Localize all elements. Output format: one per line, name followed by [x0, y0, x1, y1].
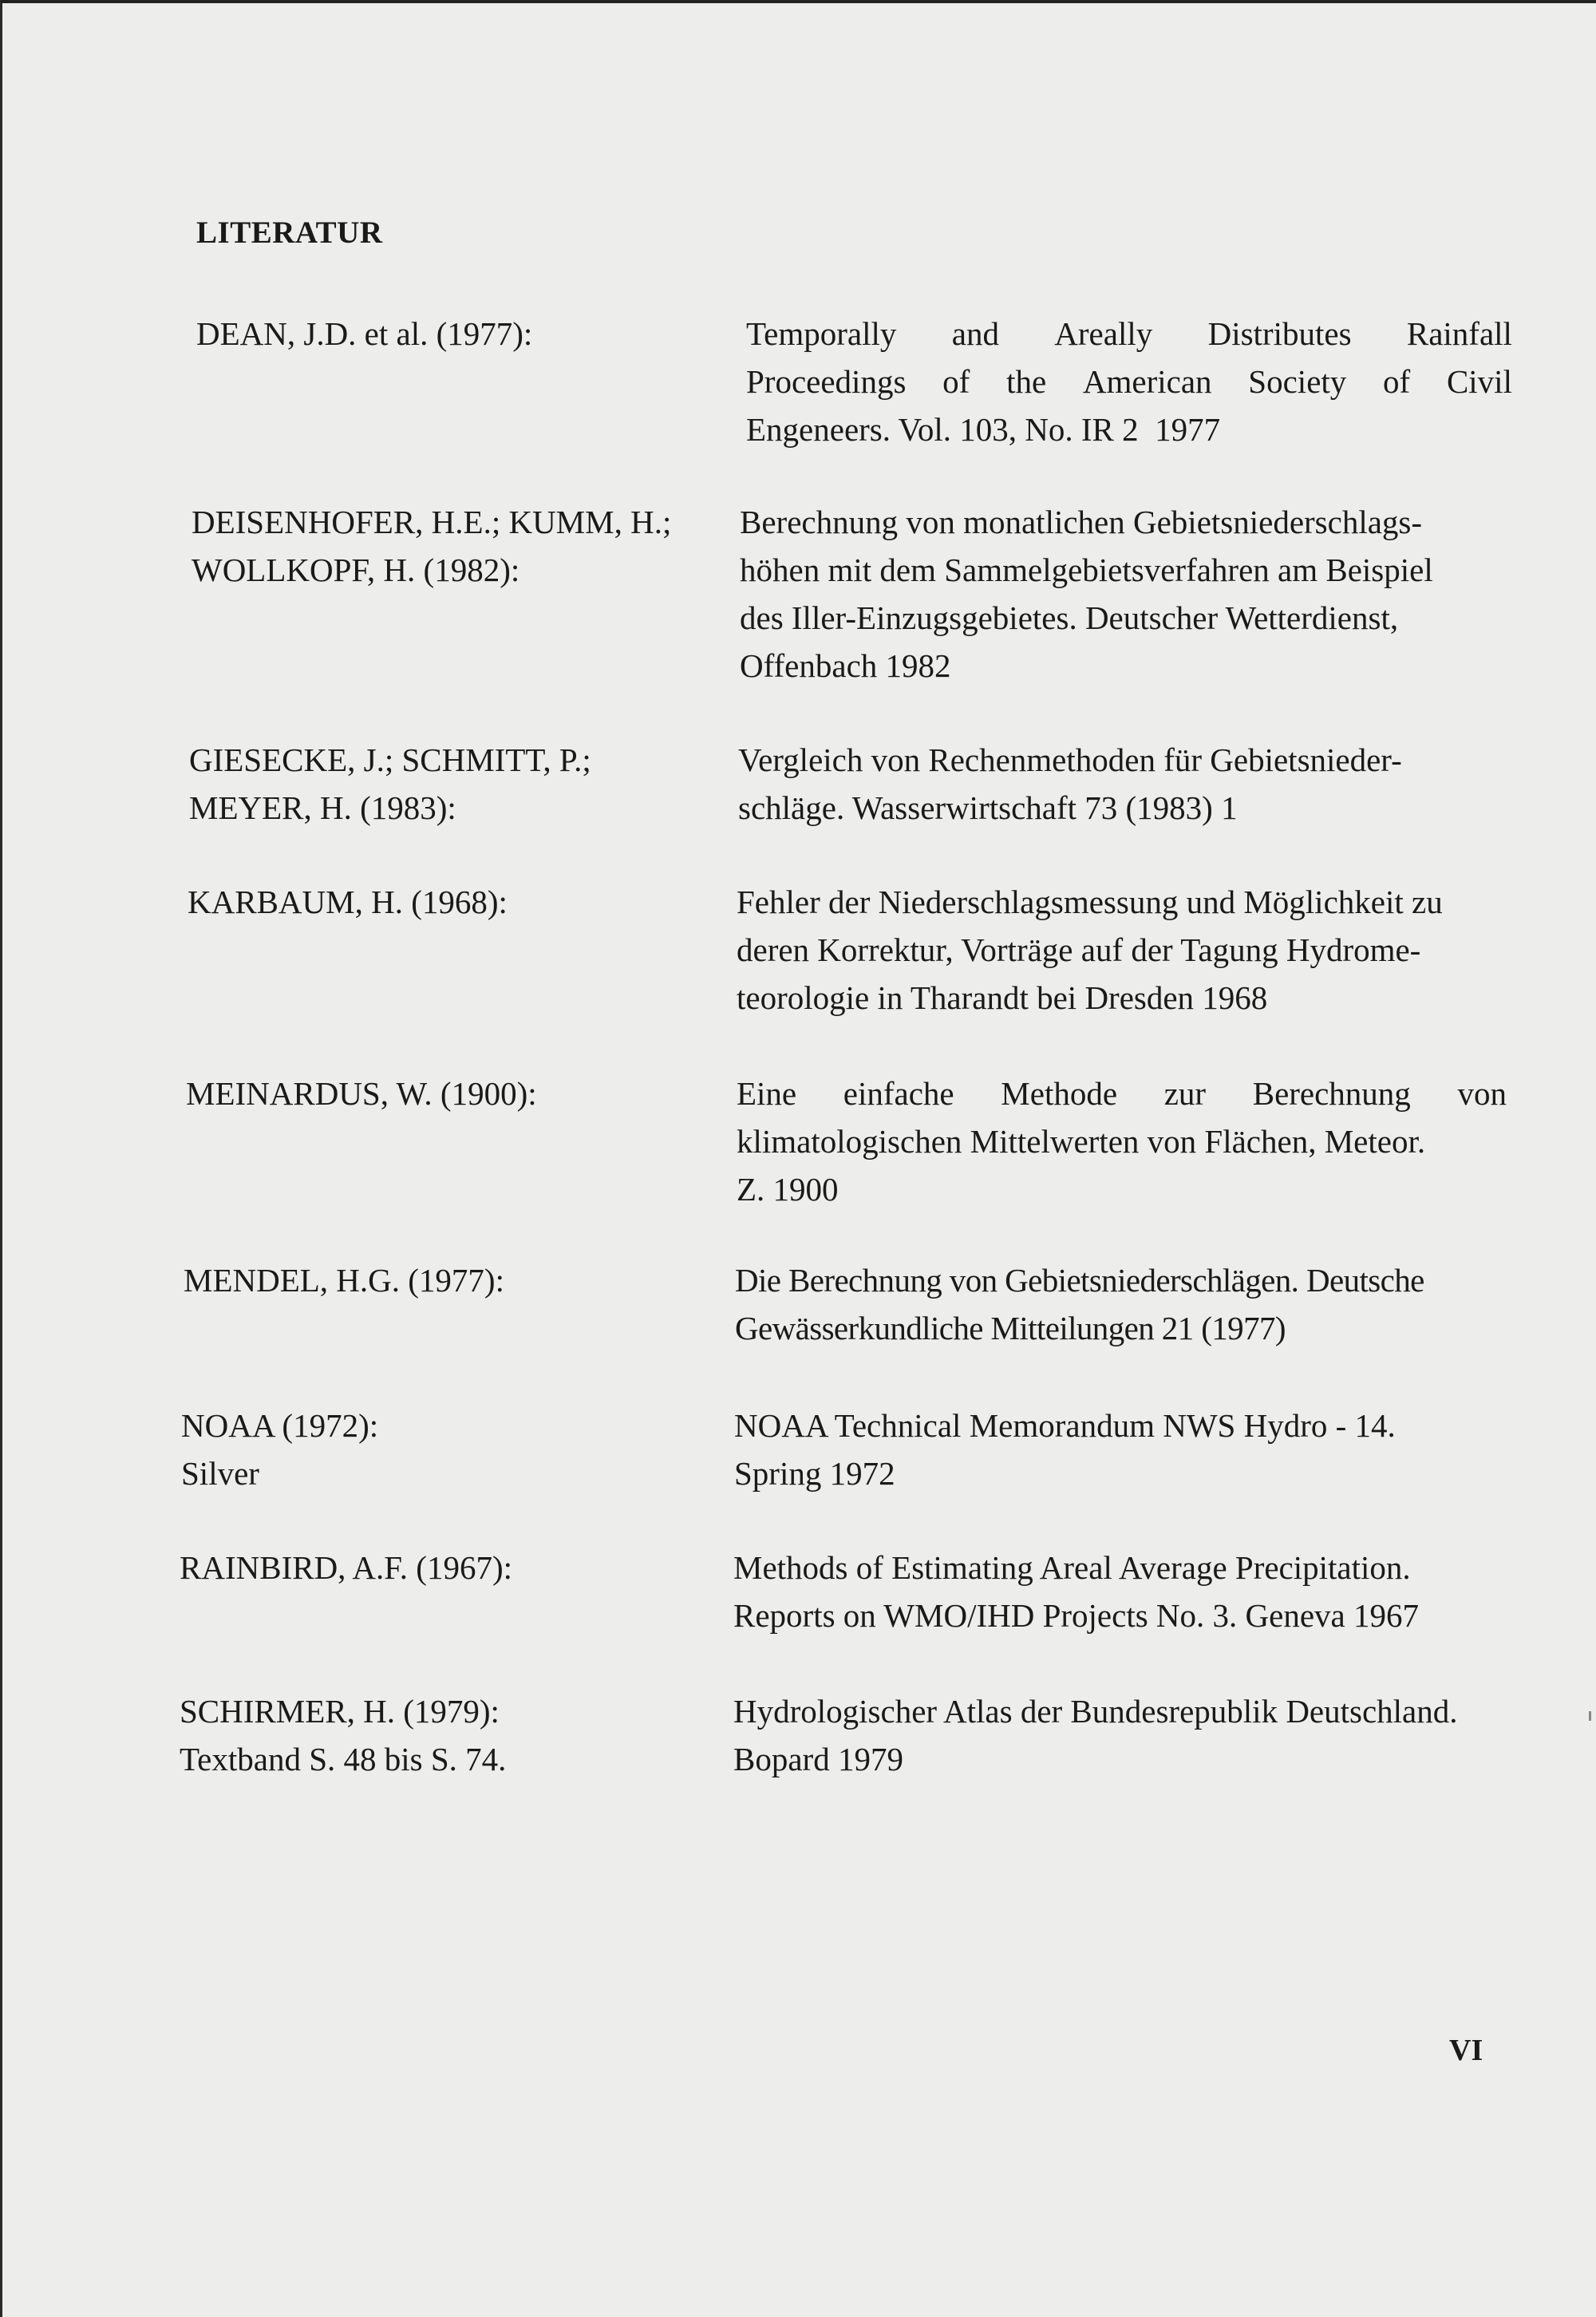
author-line: GIESECKE, J.; SCHMITT, P.; [189, 741, 591, 778]
citation-line: deren Korrektur, Vorträge auf der Tagung Hydrome- [737, 931, 1421, 968]
citation-line: Berechnung von monatlichen Gebietsniederschlags- [740, 504, 1423, 540]
author-line: MEYER, H. (1983): [189, 789, 456, 826]
reference-authors [188, 878, 746, 926]
citation-line: Engeneers. Vol. 103, No. IR 2 1977 [746, 411, 1221, 448]
citation-line [737, 1070, 1507, 1117]
reference-citation [735, 1256, 1501, 1352]
page-title: LITERATUR [196, 215, 383, 250]
citation-line: schläge. Wasserwirtschaft 73 (1983) 1 [738, 789, 1238, 826]
reference-citation [737, 1070, 1507, 1213]
author-line: RAINBIRD, A.F. (1967): [180, 1549, 512, 1586]
author-line: NOAA (1972): [181, 1407, 379, 1444]
reference-authors [180, 1544, 738, 1591]
citation-line: Methods of Estimating Areal Average Precipitation. [733, 1549, 1411, 1586]
citation-line: Die Berechnung von Gebietsniederschlägen. Deutsche [735, 1262, 1424, 1299]
reference-citation [734, 1402, 1500, 1497]
reference-citation [733, 1687, 1499, 1783]
reference-citation [737, 878, 1503, 1022]
citation-word: of [1383, 363, 1411, 400]
author-line: DEAN, J.D. et al. (1977): [196, 315, 533, 352]
author-line: MEINARDUS, W. (1900): [186, 1075, 537, 1112]
citation-word: Rainfall [1406, 315, 1512, 352]
author-line: DEISENHOFER, H.E.; KUMM, H.; [192, 504, 672, 540]
citation-word: Distributes [1207, 315, 1352, 352]
citation-word: of [942, 363, 970, 400]
reference-citation [740, 498, 1514, 690]
citation-word: Civil [1446, 363, 1512, 400]
reference-citation [738, 736, 1504, 832]
citation-word: von [1457, 1075, 1507, 1112]
citation-word: Proceedings [746, 363, 907, 400]
citation-word: Berechnung [1252, 1075, 1411, 1112]
citation-line [746, 310, 1512, 358]
citation-word: and [951, 315, 999, 352]
citation-line: klimatologischen Mittelwerten von Flächen, Meteor. [737, 1123, 1426, 1160]
citation-line: Spring 1972 [734, 1455, 895, 1492]
scan-mark [1589, 1711, 1591, 1721]
citation-line: Vergleich von Rechenmethoden für Gebietsnieder- [738, 741, 1402, 778]
author-line: Textband S. 48 bis S. 74. [180, 1741, 507, 1777]
citation-line: Offenbach 1982 [740, 647, 951, 684]
reference-authors [180, 1687, 738, 1783]
citation-line: höhen mit dem Sammelgebietsverfahren am Beispiel [740, 552, 1433, 588]
citation-line: Fehler der Niederschlagsmessung und Möglichkeit zu [737, 884, 1443, 920]
author-line: SCHIRMER, H. (1979): [180, 1693, 500, 1730]
author-line: KARBAUM, H. (1968): [188, 884, 508, 920]
citation-word: Society [1248, 363, 1347, 400]
citation-line: Reports on WMO/IHD Projects No. 3. Geneva 1967 [733, 1597, 1419, 1634]
reference-authors [196, 310, 755, 358]
citation-word: Temporally [746, 315, 897, 352]
author-line: MENDEL, H.G. (1977): [184, 1262, 504, 1299]
citation-word: Methode [1001, 1075, 1118, 1112]
citation-word: American [1082, 363, 1212, 400]
citation-word: einfache [843, 1075, 954, 1112]
reference-authors [192, 498, 742, 594]
reference-citation [733, 1544, 1499, 1639]
reference-citation [746, 310, 1512, 453]
citation-line: Hydrologischer Atlas der Bundesrepublik Deutschland. [733, 1693, 1458, 1730]
citation-line: Gewässerkundliche Mitteilungen 21 (1977) [735, 1310, 1286, 1346]
author-line: Silver [181, 1455, 259, 1492]
citation-word: Areally [1054, 315, 1153, 352]
reference-authors [189, 736, 748, 832]
citation-word: Eine [737, 1075, 797, 1112]
citation-line: NOAA Technical Memorandum NWS Hydro - 14. [734, 1407, 1396, 1444]
reference-authors [184, 1256, 742, 1304]
author-line: WOLLKOPF, H. (1982): [192, 552, 520, 588]
citation-line: Bopard 1979 [733, 1741, 903, 1777]
citation-word: zur [1163, 1075, 1207, 1112]
reference-authors [186, 1070, 745, 1117]
citation-line: des Iller-Einzugsgebietes. Deutscher Wetterdienst, [740, 599, 1399, 636]
citation-line: teorologie in Tharandt bei Dresden 1968 [737, 979, 1268, 1016]
page-number: VI [1449, 2034, 1483, 2067]
citation-word: the [1006, 363, 1047, 400]
citation-line: Z. 1900 [737, 1171, 839, 1208]
reference-authors [181, 1402, 740, 1497]
citation-line [746, 358, 1512, 405]
